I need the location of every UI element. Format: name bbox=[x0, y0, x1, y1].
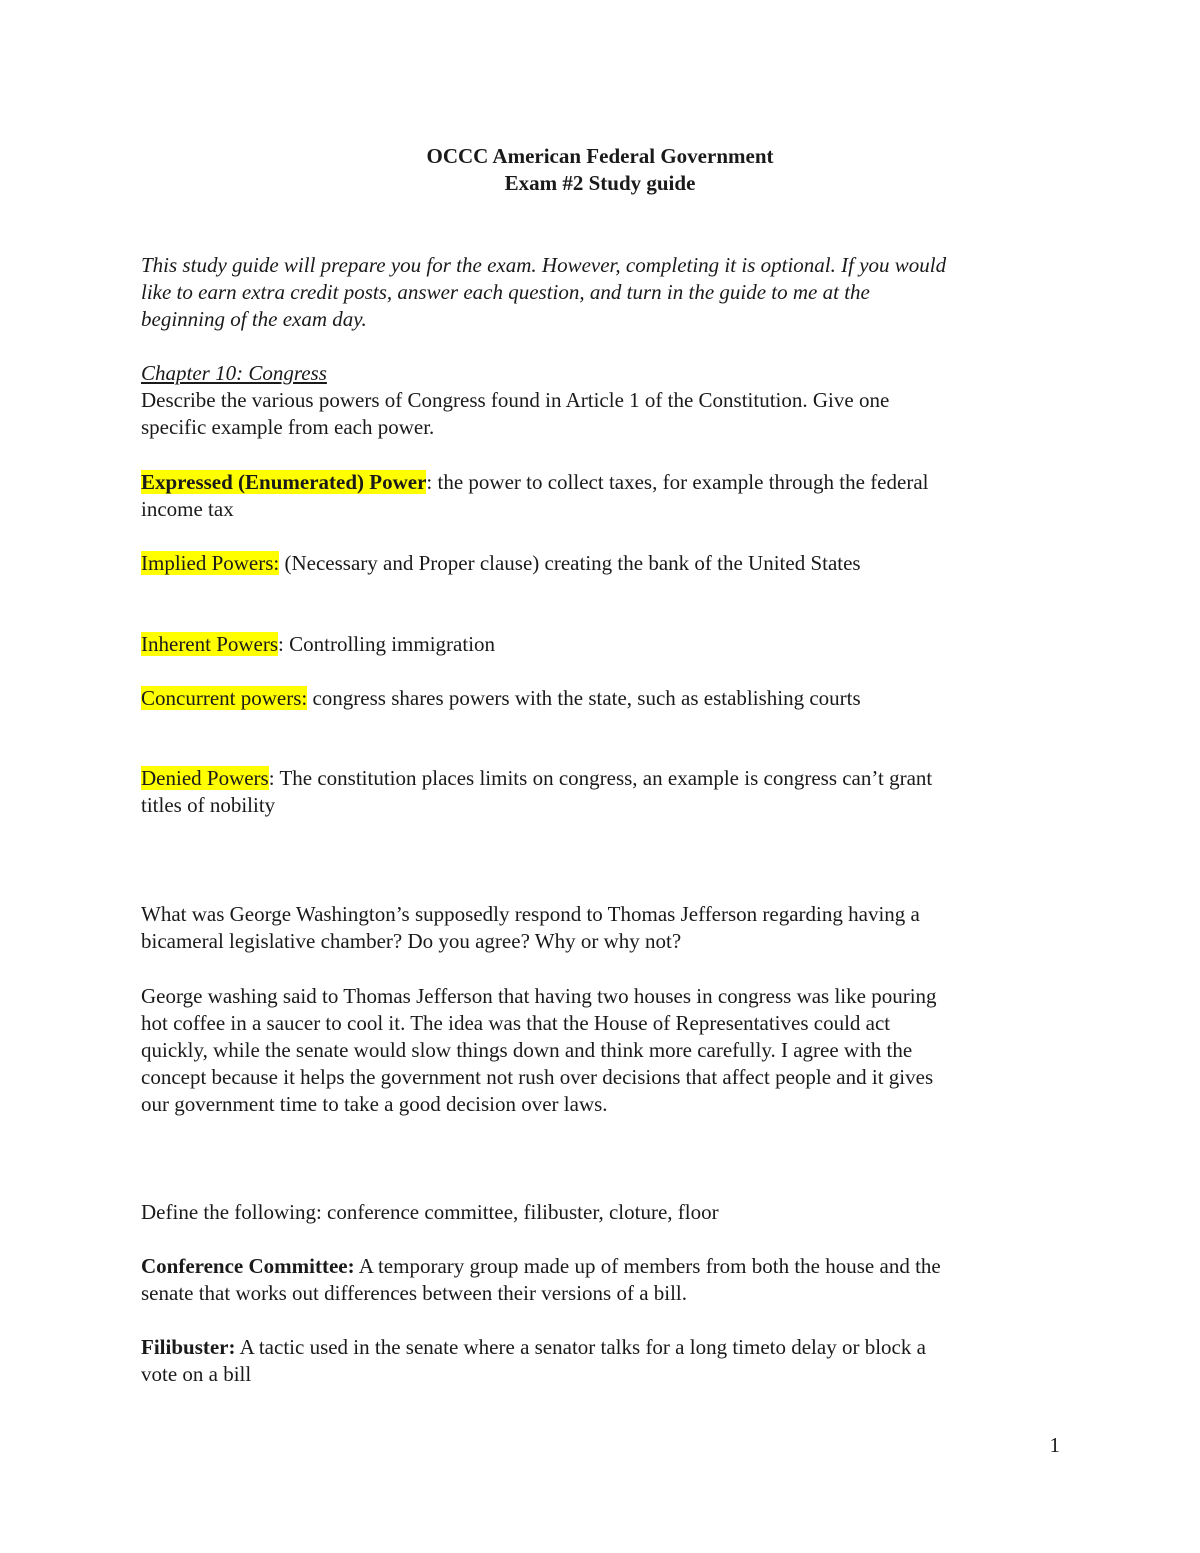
chapter-prompt-line: Describe the various powers of Congress found in Article 1 of the Constitution. Give one bbox=[141, 388, 890, 412]
washington-answer-line: concept because it helps the government not rush over decisions that affect people and it gives bbox=[141, 1065, 934, 1089]
intro-line: beginning of the exam day. bbox=[141, 307, 367, 331]
intro-line: This study guide will prepare you for the exam. However, completing it is optional. If you would bbox=[141, 253, 947, 277]
filibuster-text: A tactic used in the senate where a senator talks for a long timeto delay or block a bbox=[235, 1335, 926, 1359]
denied-power-text: : The constitution places limits on congress, an example is congress can’t grant bbox=[268, 766, 933, 790]
chapter-prompt-line: specific example from each power. bbox=[141, 415, 435, 439]
expressed-power-label: Expressed (Enumerated) Power bbox=[141, 470, 427, 494]
washington-answer-line: our government time to take a good decision over laws. bbox=[141, 1092, 608, 1116]
definitions-prompt: Define the following: conference committee, filibuster, cloture, floor bbox=[141, 1200, 719, 1224]
page-number: 1 bbox=[1049, 1433, 1060, 1457]
inherent-power-label: Inherent Powers bbox=[141, 632, 279, 656]
page-subtitle: Exam #2 Study guide bbox=[504, 171, 696, 195]
conference-committee-label: Conference Committee: bbox=[141, 1254, 355, 1278]
concurrent-power-text: congress shares powers with the state, such as establishing courts bbox=[307, 686, 861, 710]
expressed-power-text-cont: income tax bbox=[141, 497, 234, 521]
intro-line: like to earn extra credit posts, answer each question, and turn in the guide to me at the bbox=[141, 280, 870, 304]
denied-power-text-cont: titles of nobility bbox=[141, 793, 276, 817]
chapter-heading: Chapter 10: Congress bbox=[141, 361, 327, 385]
denied-power-entry bbox=[141, 765, 1061, 792]
conference-committee-text: A temporary group made up of members from both the house and the bbox=[354, 1254, 941, 1278]
washington-question-line: What was George Washington’s supposedly respond to Thomas Jefferson regarding having a bbox=[141, 902, 920, 926]
conference-committee-text-cont: senate that works out differences between their versions of a bill. bbox=[141, 1281, 688, 1305]
filibuster-label: Filibuster: bbox=[141, 1335, 236, 1359]
concurrent-power-label: Concurrent powers: bbox=[141, 686, 308, 710]
inherent-power-text: : Controlling immigration bbox=[278, 632, 496, 656]
expressed-power-entry bbox=[141, 469, 1061, 496]
inherent-power-entry bbox=[141, 631, 1061, 658]
conference-committee-entry bbox=[141, 1253, 1061, 1280]
washington-answer-line: quickly, while the senate would slow things down and think more carefully. I agree with the bbox=[141, 1038, 913, 1062]
concurrent-power-entry bbox=[141, 685, 1061, 712]
expressed-power-text: : the power to collect taxes, for example through the federal bbox=[426, 470, 929, 494]
washington-answer-line: George washing said to Thomas Jefferson that having two houses in congress was like pouring bbox=[141, 984, 937, 1008]
denied-power-label: Denied Powers bbox=[141, 766, 269, 790]
washington-answer-line: hot coffee in a saucer to cool it. The idea was that the House of Representatives could act bbox=[141, 1011, 891, 1035]
implied-power-text: (Necessary and Proper clause) creating the bank of the United States bbox=[279, 551, 861, 575]
filibuster-entry bbox=[141, 1334, 1061, 1361]
implied-power-label: Implied Powers: bbox=[141, 551, 280, 575]
filibuster-text-cont: vote on a bill bbox=[141, 1362, 252, 1386]
washington-question-line: bicameral legislative chamber? Do you agree? Why or why not? bbox=[141, 929, 682, 953]
page-title: OCCC American Federal Government bbox=[426, 144, 774, 168]
implied-power-entry bbox=[141, 550, 1061, 577]
